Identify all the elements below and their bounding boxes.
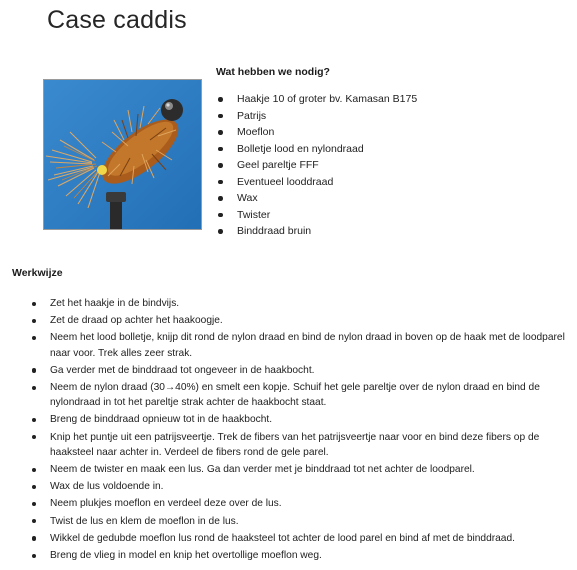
list-item: Bolletje lood en nylondraad (216, 141, 417, 158)
list-item: Moeflon (216, 124, 417, 141)
list-item: Eventueel looddraad (216, 174, 417, 191)
materials-list (216, 91, 417, 240)
step-item: Neem de twister en maak een lus. Ga dan verder met je binddraad tot net achter de loodparel. (30, 462, 572, 477)
step-item: Breng de binddraad opnieuw tot in de haakbocht. (30, 412, 572, 427)
step-item: Breng de vlieg in model en knip het overtollige moeflon weg. (30, 548, 572, 563)
list-item: Haakje 10 of groter bv. Kamasan B175 (216, 91, 417, 108)
step-item: Twist de lus en klem de moeflon in de lus. (30, 514, 572, 529)
steps-list (30, 296, 572, 565)
step-item: Ga verder met de binddraad tot ongeveer in de haakbocht. (30, 363, 572, 378)
needs-heading: Wat hebben we nodig? (216, 66, 330, 78)
caddis-fly-image (44, 80, 201, 229)
list-item: Twister (216, 207, 417, 224)
step-item: Wikkel de gedubde moeflon lus rond de haaksteel tot achter de lood parel en bind af met de binddraad. (30, 531, 572, 546)
step-item: Knip het puntje uit een patrijsveertje. Trek de fibers van het patrijsveertje naar voor en bind deze fibers op de haaksteel naar achter in. Verdeel de fibers rond de gele parel. (30, 430, 572, 460)
step-item: Neem de nylon draad (30→40%) en smelt een kopje. Schuif het gele pareltje over de nylon draad en bind de nylondraad in tot het pareltje strak achter de haakbocht staat. (30, 380, 572, 410)
method-heading: Werkwijze (12, 267, 63, 279)
list-item: Geel pareltje FFF (216, 157, 417, 174)
list-item: Wax (216, 190, 417, 207)
page-title: Case caddis (47, 6, 187, 34)
fly-photo (43, 79, 202, 230)
step-item: Neem plukjes moeflon en verdeel deze over de lus. (30, 496, 572, 511)
step-item: Wax de lus voldoende in. (30, 479, 572, 494)
step-item: Neem het lood bolletje, knijp dit rond de nylon draad en bind de nylon draad in boven op de haak met de loodparel naar voor. Trek alles zeer strak. (30, 330, 572, 360)
list-item: Patrijs (216, 108, 417, 125)
step-item: Zet de draad op achter het haakoogje. (30, 313, 572, 328)
step-item: Zet het haakje in de bindvijs. (30, 296, 572, 311)
list-item: Binddraad bruin (216, 223, 417, 240)
